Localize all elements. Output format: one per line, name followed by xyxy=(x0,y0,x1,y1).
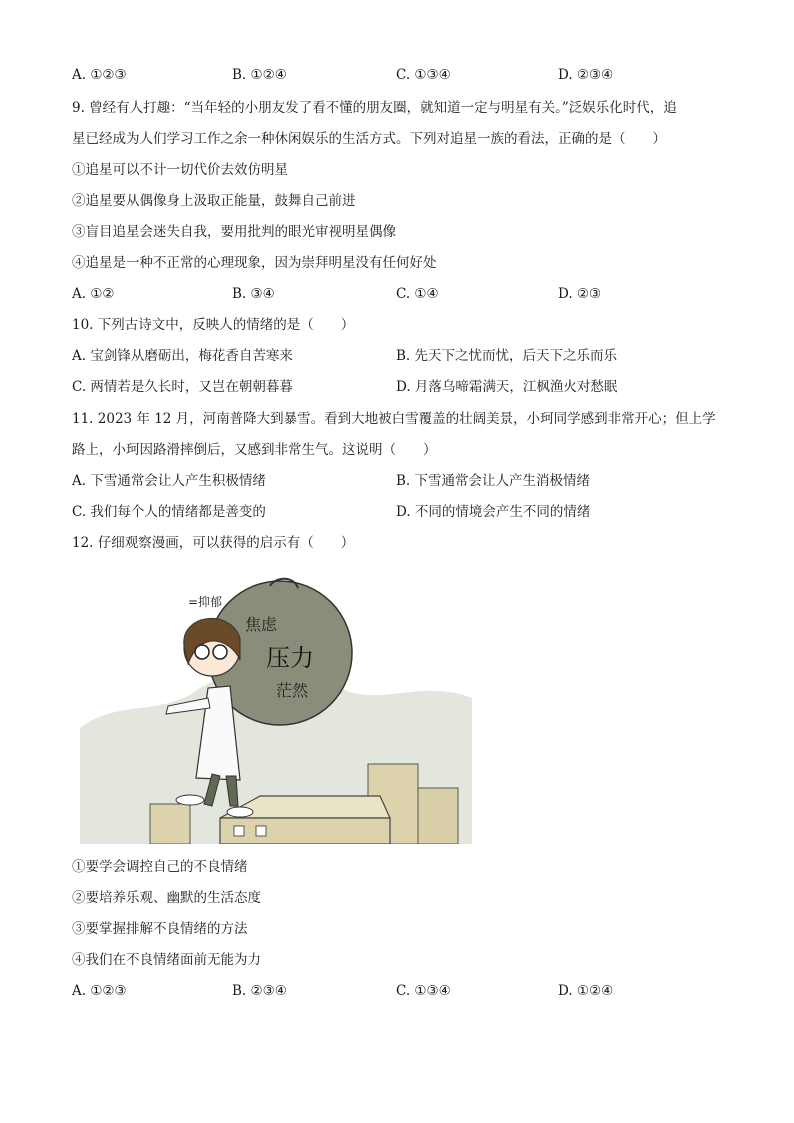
q9-option-b[interactable]: B. ③④ xyxy=(232,286,275,302)
q10-stem: 10. 下列古诗文中，反映人的情绪的是（ ） xyxy=(72,317,355,333)
q12-item-2: ②要培养乐观、幽默的生活态度 xyxy=(72,890,261,906)
q8-option-d[interactable]: D. ②③④ xyxy=(558,67,614,83)
q8-option-a[interactable]: A. ①②③ xyxy=(72,67,127,83)
bag-label-confusion: 茫然 xyxy=(276,681,309,700)
q12-option-c[interactable]: C. ①③④ xyxy=(396,983,451,999)
q9-item-4: ④追星是一种不正常的心理现象，因为崇拜明星没有任何好处 xyxy=(72,255,437,271)
q12-item-3: ③要掌握排解不良情绪的方法 xyxy=(72,921,248,937)
q9-item-2: ②追星要从偶像身上汲取正能量，鼓舞自己前进 xyxy=(72,193,356,209)
q10-option-a[interactable]: A. 宝剑锋从磨砺出，梅花香自苦寒来 xyxy=(72,348,293,364)
q12-option-b[interactable]: B. ②③④ xyxy=(232,983,287,999)
q9-option-a[interactable]: A. ①② xyxy=(72,286,115,302)
cartoon-building-far-right xyxy=(418,788,458,844)
q11-option-a[interactable]: A. 下雪通常会让人产生积极情绪 xyxy=(72,473,266,489)
girl-shoe-left xyxy=(176,795,204,805)
q12-item-1: ①要学会调控自己的不良情绪 xyxy=(72,859,248,875)
q9-option-c[interactable]: C. ①④ xyxy=(396,286,439,302)
cartoon-building-left xyxy=(150,804,190,844)
girl-glasses-right xyxy=(213,645,227,659)
q12-option-d[interactable]: D. ①②④ xyxy=(558,983,614,999)
q11-option-d[interactable]: D. 不同的情境会产生不同的情绪 xyxy=(396,504,591,520)
q12-stem: 12. 仔细观察漫画，可以获得的启示有（ ） xyxy=(72,535,355,551)
q8-option-c[interactable]: C. ①③④ xyxy=(396,67,451,83)
girl-shoe-right xyxy=(227,807,253,817)
girl-glasses-left xyxy=(195,645,209,659)
q12-item-4: ④我们在不良情绪面前无能为力 xyxy=(72,952,261,968)
q9-stem-line2: 星已经成为人们学习工作之余一种休闲娱乐的生活方式。下列对追星一族的看法，正确的是（ ） xyxy=(72,131,666,147)
q9-item-3: ③盲目追星会迷失自我，要用批判的眼光审视明星偶像 xyxy=(72,224,396,240)
cartoon-window xyxy=(256,826,266,836)
bag-label-anxiety: 焦虑 xyxy=(245,615,278,634)
q10-option-d[interactable]: D. 月落乌啼霜满天，江枫渔火对愁眠 xyxy=(396,379,618,395)
q8-option-b[interactable]: B. ①②④ xyxy=(232,67,287,83)
q12-option-a[interactable]: A. ①②③ xyxy=(72,983,127,999)
q10-option-c[interactable]: C. 两情若是久长时，又岂在朝朝暮暮 xyxy=(72,379,293,395)
cartoon-depression-label: =抑郁 xyxy=(188,595,223,609)
q9-stem-line1: 9. 曾经有人打趣：“当年轻的小朋友发了看不懂的朋友圈，就知道一定与明星有关。”泛娱乐化时代，追 xyxy=(72,100,677,116)
stress-cartoon xyxy=(80,568,472,844)
cartoon-window xyxy=(234,826,244,836)
bag-label-pressure: 压力 xyxy=(266,644,314,672)
cartoon-building-main xyxy=(220,818,390,844)
q11-option-b[interactable]: B. 下雪通常会让人产生消极情绪 xyxy=(396,473,591,489)
q11-option-c[interactable]: C. 我们每个人的情绪都是善变的 xyxy=(72,504,266,520)
q11-stem-line2: 路上，小珂因路滑摔倒后，又感到非常生气。这说明（ ） xyxy=(72,442,437,458)
q10-option-b[interactable]: B. 先天下之忧而忧，后天下之乐而乐 xyxy=(396,348,618,364)
q11-stem-line1: 11. 2023 年 12 月，河南普降大到暴雪。看到大地被白雪覆盖的壮阔美景，小珂同学感到非常开心；但上学 xyxy=(72,411,716,427)
q9-item-1: ①追星可以不计一切代价去效仿明星 xyxy=(72,162,288,178)
q9-option-d[interactable]: D. ②③ xyxy=(558,286,602,302)
